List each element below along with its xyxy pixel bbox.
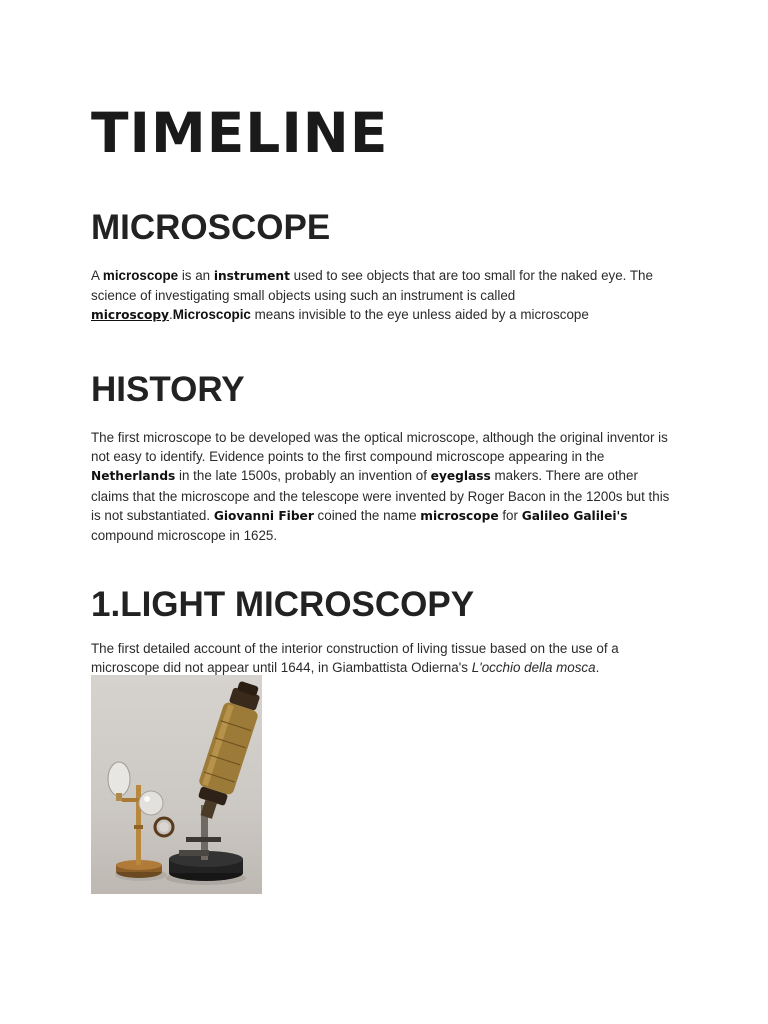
bold-term: Microscopic xyxy=(172,307,251,323)
bold-term: Netherlands xyxy=(91,469,176,484)
bold-term: Giovanni Fiber xyxy=(213,508,314,523)
microscope-photo xyxy=(91,675,262,894)
paragraph-history xyxy=(91,428,676,545)
bold-term: eyeglass xyxy=(430,469,491,484)
bold-term: microscope xyxy=(102,268,179,283)
heading-history: HISTORY xyxy=(91,370,245,409)
text-run: means invisible to the eye unless aided by a microscope xyxy=(250,307,589,323)
text-run: but this is not substantiated. xyxy=(91,488,670,523)
text-run: in the late 1500s, probably an invention of xyxy=(175,468,431,484)
text-run: coined the name xyxy=(313,507,421,523)
text-run: The first microscope to be developed was the optical microscope, although the original inventor is not easy to identify. Evidence points to the first compound microscope appearing in the xyxy=(91,430,668,465)
text-run: is an xyxy=(178,268,214,283)
italic-title: L'occhio della mosca xyxy=(471,660,596,676)
heading-light-microscopy: 1.LIGHT MICROSCOPY xyxy=(91,585,475,624)
bold-term: instrument xyxy=(213,269,290,283)
text-run: makers. There are other claims that the microscope and the telescope were invented by Roger Bacon in the 1200s xyxy=(91,468,638,504)
page-title: TIMELINE xyxy=(91,101,389,165)
paragraph-light-microscopy xyxy=(91,639,676,677)
bold-term: microscope xyxy=(420,508,499,523)
text-run: A xyxy=(91,268,103,283)
microscopy-link[interactable]: microscopy xyxy=(91,308,170,323)
text-run: . xyxy=(595,660,600,676)
heading-microscope: MICROSCOPE xyxy=(91,208,331,247)
text-run: compound microscope in 1625. xyxy=(91,528,278,544)
text-run: . xyxy=(169,307,173,323)
bold-term: Galileo Galilei's xyxy=(521,508,628,523)
microscope-illustration xyxy=(91,675,262,894)
paragraph-microscope xyxy=(91,266,676,326)
text-run: The first detailed account of the interior construction of living tissue based on the use of a microscope did not appear until 1644, in Giambattista Odierna's xyxy=(91,641,619,676)
text-run: used to see objects that are too small for the naked eye. The science of investigating small objects using such an instrument is called xyxy=(91,268,653,304)
text-run: for xyxy=(498,507,522,523)
